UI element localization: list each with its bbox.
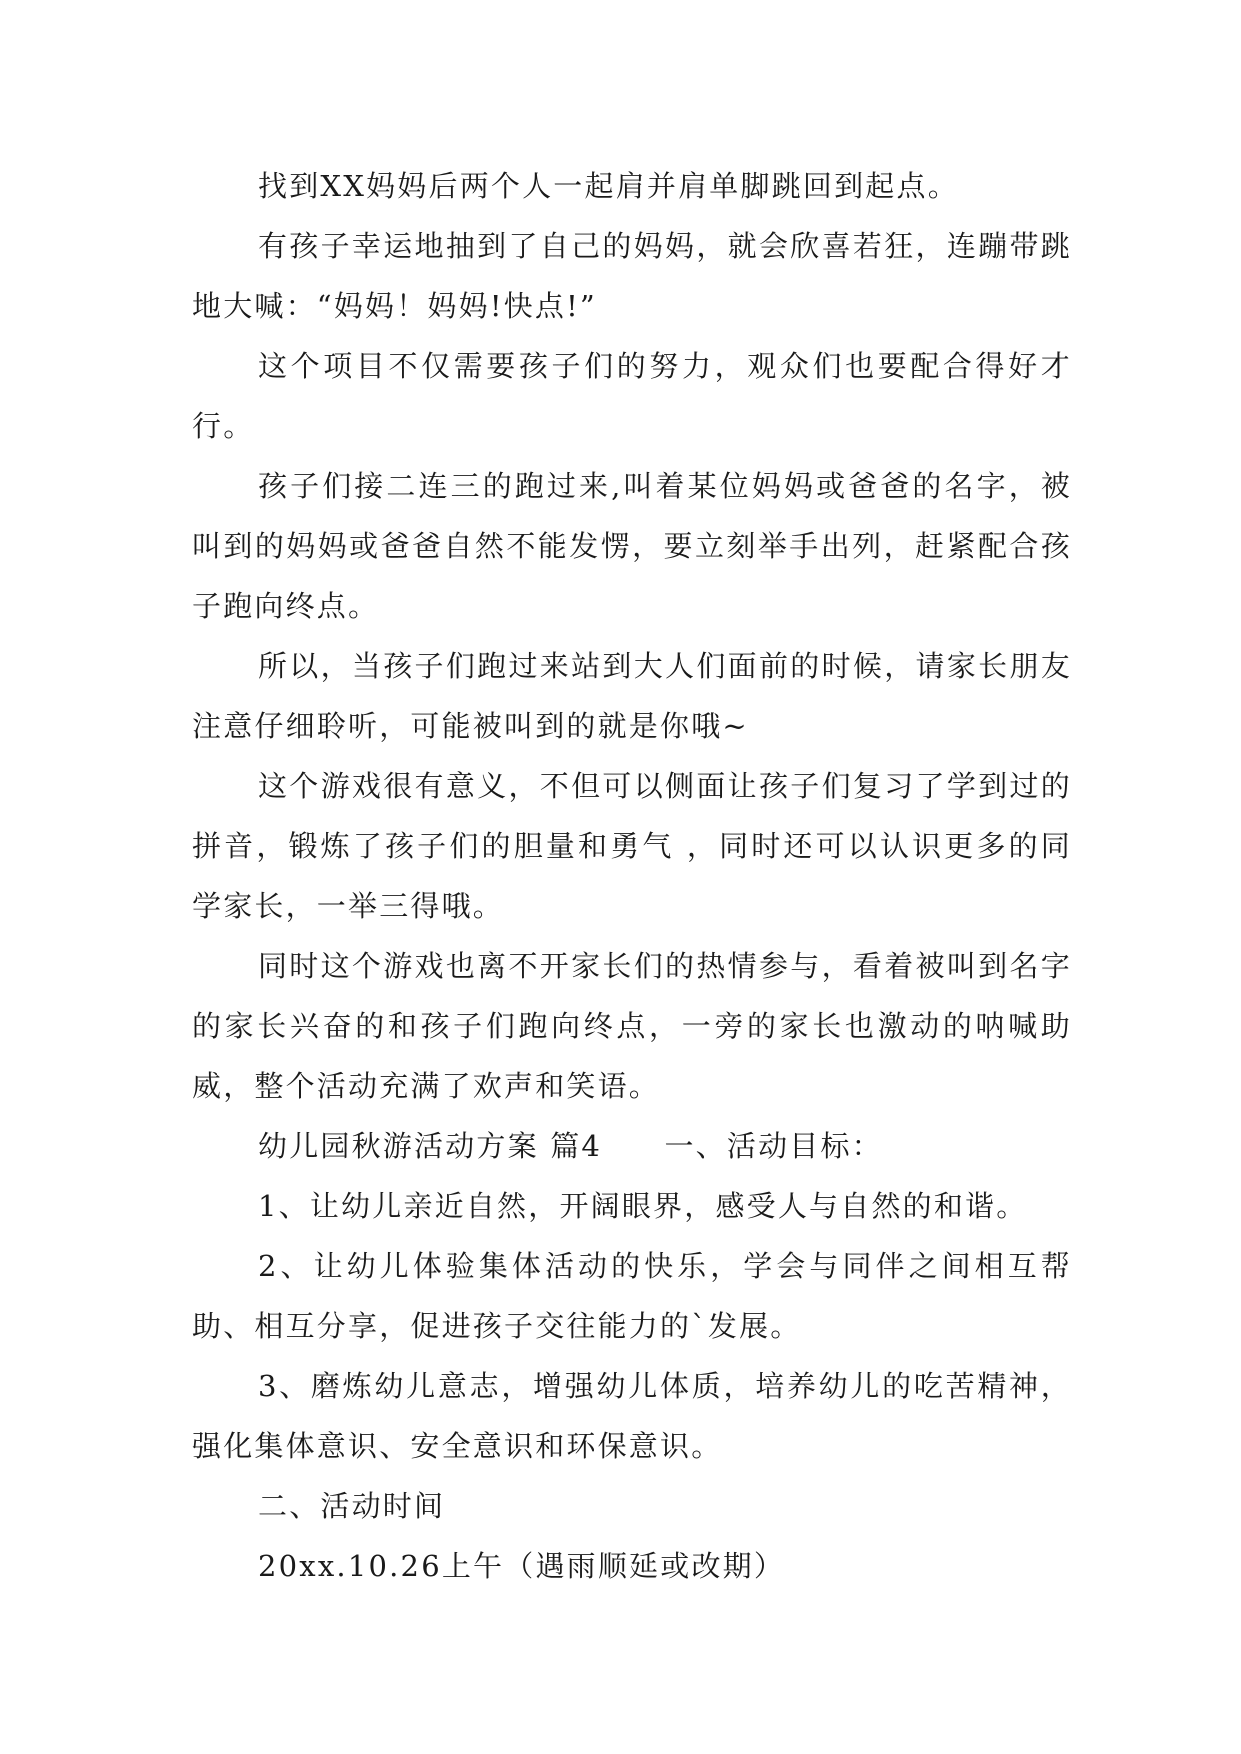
document-body bbox=[192, 156, 1072, 1596]
goal-item-1: 1、让幼儿亲近自然，开阔眼界，感受人与自然的和谐。 bbox=[258, 1189, 1028, 1223]
goal-item-2: 2、让幼儿体验集体活动的快乐，学会与同伴之间相互帮助、相互分享，促进孩子交往能力的`发展。 bbox=[192, 1249, 1072, 1343]
paragraph-1: 找到XX妈妈后两个人一起肩并肩单脚跳回到起点。 bbox=[258, 169, 959, 203]
section-heading-plan-4: 幼儿园秋游活动方案 篇4 一、活动目标： bbox=[258, 1129, 883, 1163]
paragraph-2: 有孩子幸运地抽到了自己的妈妈，就会欣喜若狂，连蹦带跳地大喊：“妈妈！妈妈!快点!” bbox=[192, 229, 1072, 323]
paragraph-7: 同时这个游戏也离不开家长们的热情参与，看着被叫到名字的家长兴奋的和孩子们跑向终点，一旁的家长也激动的呐喊助威，整个活动充满了欢声和笑语。 bbox=[192, 949, 1072, 1103]
activity-date: 20xx.10.26上午（遇雨顺延或改期） bbox=[258, 1549, 786, 1583]
paragraph-6: 这个游戏很有意义，不但可以侧面让孩子们复习了学到过的拼音，锻炼了孩子们的胆量和勇气 ，同时还可以认识更多的同学家长，一举三得哦。 bbox=[192, 769, 1072, 923]
paragraph-4: 孩子们接二连三的跑过来,叫着某位妈妈或爸爸的名字，被叫到的妈妈或爸爸自然不能发愣，要立刻举手出列，赶紧配合孩子跑向终点。 bbox=[192, 469, 1072, 623]
section-heading-time: 二、活动时间 bbox=[258, 1489, 446, 1523]
paragraph-5: 所以，当孩子们跑过来站到大人们面前的时候，请家长朋友注意仔细聆听，可能被叫到的就是你哦~ bbox=[192, 649, 1072, 743]
goal-item-3: 3、磨炼幼儿意志，增强幼儿体质，培养幼儿的吃苦精神，强化集体意识、安全意识和环保意识。 bbox=[192, 1369, 1072, 1463]
paragraph-3: 这个项目不仅需要孩子们的努力，观众们也要配合得好才行。 bbox=[192, 349, 1072, 443]
